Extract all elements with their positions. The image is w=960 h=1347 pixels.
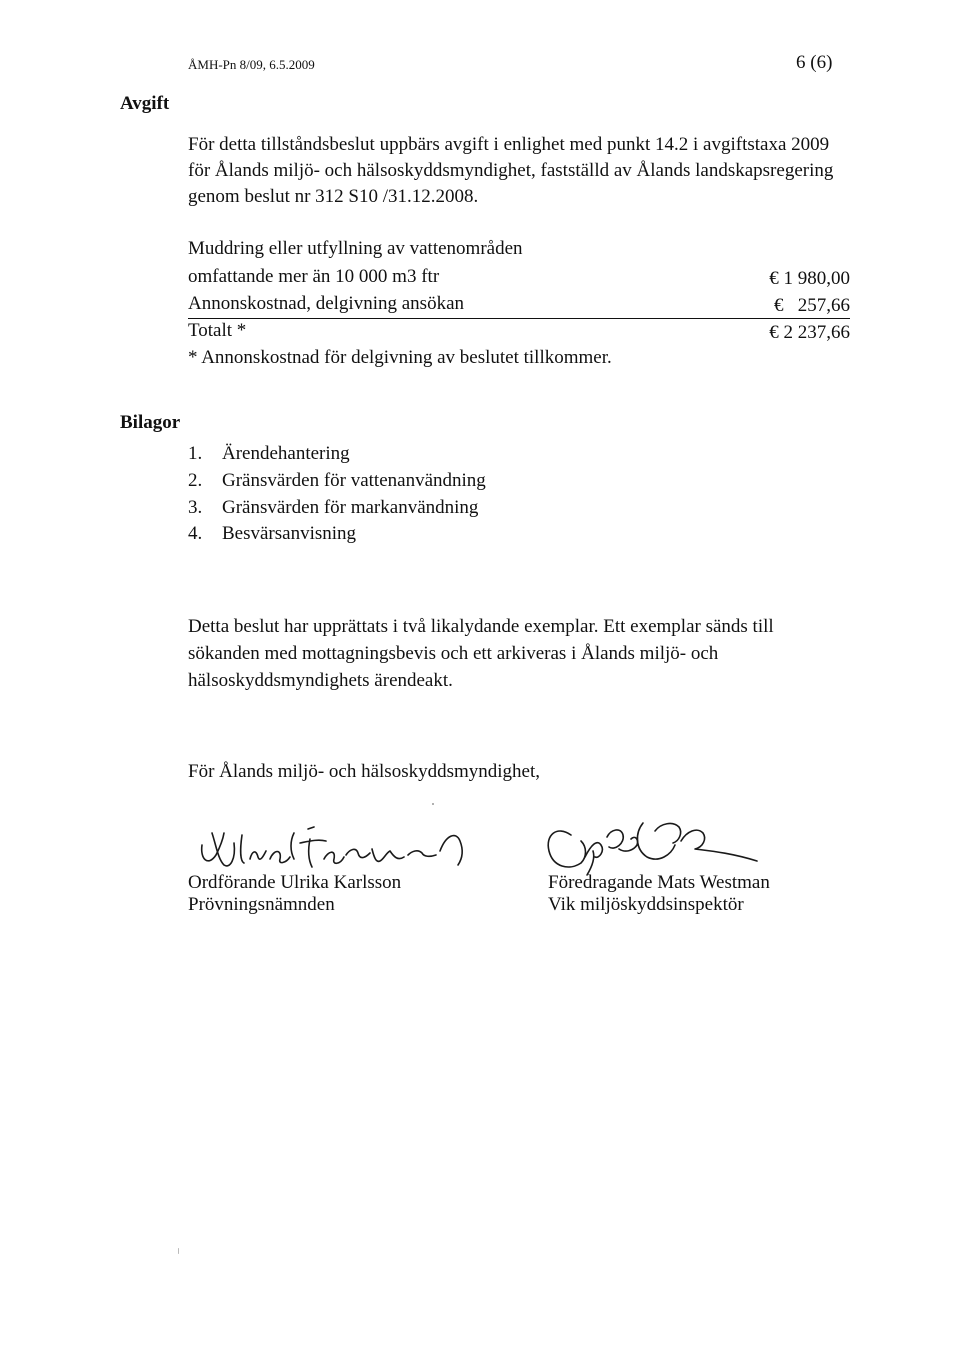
closing-line: hälsoskyddsmyndighets ärendeakt. (188, 670, 453, 691)
fee-footnote: * Annonskostnad för delgivning av beslutet tillkommer. (188, 347, 612, 368)
fee-line-amount: € 1 980,00 (769, 268, 850, 289)
attachment-title: Gränsvärden för markanvändning (222, 497, 479, 518)
attachment-number: 4. (188, 523, 203, 544)
attachment-title: Gränsvärden för vattenanvändning (222, 470, 486, 491)
fee-paragraph-line: genom beslut nr 312 S10 /31.12.2008. (188, 186, 479, 207)
fee-paragraph-line: För detta tillståndsbeslut uppbärs avgift i enlighet med punkt 14.2 i avgiftstaxa 2009 (188, 134, 830, 155)
attachment-title: Besvärsanvisning (222, 523, 357, 544)
attachment-number: 1. (188, 443, 203, 464)
total-divider (188, 318, 850, 319)
fee-line-label: omfattande mer än 10 000 m3 ftr (188, 266, 440, 287)
fee-line-label: Muddring eller utfyllning av vattenområden (188, 238, 523, 259)
total-amount: € 2 237,66 (769, 322, 850, 343)
document-reference: ÅMH-Pn 8/09, 6.5.2009 (188, 57, 315, 72)
fee-line-amount: € 257,66 (774, 295, 850, 316)
scan-speck (432, 803, 434, 805)
attachment-number: 3. (188, 497, 203, 518)
attachment-title: Ärendehantering (222, 443, 350, 464)
signatory-name: Föredragande Mats Westman (548, 872, 770, 893)
signatory-role: Vik miljöskyddsinspektör (548, 894, 744, 915)
section-heading-bilagor: Bilagor (120, 412, 181, 433)
scan-speck (178, 1248, 179, 1254)
on-behalf-line: För Ålands miljö- och hälsoskyddsmyndighet, (188, 761, 541, 782)
closing-line: sökanden med mottagningsbevis och ett arkiveras i Ålands miljö- och (188, 643, 719, 664)
fee-line-label: Annonskostnad, delgivning ansökan (188, 293, 465, 314)
signatory-role: Prövningsnämnden (188, 894, 335, 915)
page-number: 6 (6) (796, 52, 833, 73)
signatory-name: Ordförande Ulrika Karlsson (188, 872, 402, 893)
closing-line: Detta beslut har upprättats i två likalydande exemplar. Ett exemplar sänds till (188, 616, 774, 637)
section-heading-avgift: Avgift (120, 93, 170, 114)
total-label: Totalt * (188, 320, 247, 341)
attachment-number: 2. (188, 470, 203, 491)
fee-paragraph-line: för Ålands miljö- och hälsoskyddsmyndighet, fastställd av Ålands landskapsregering (188, 160, 834, 181)
